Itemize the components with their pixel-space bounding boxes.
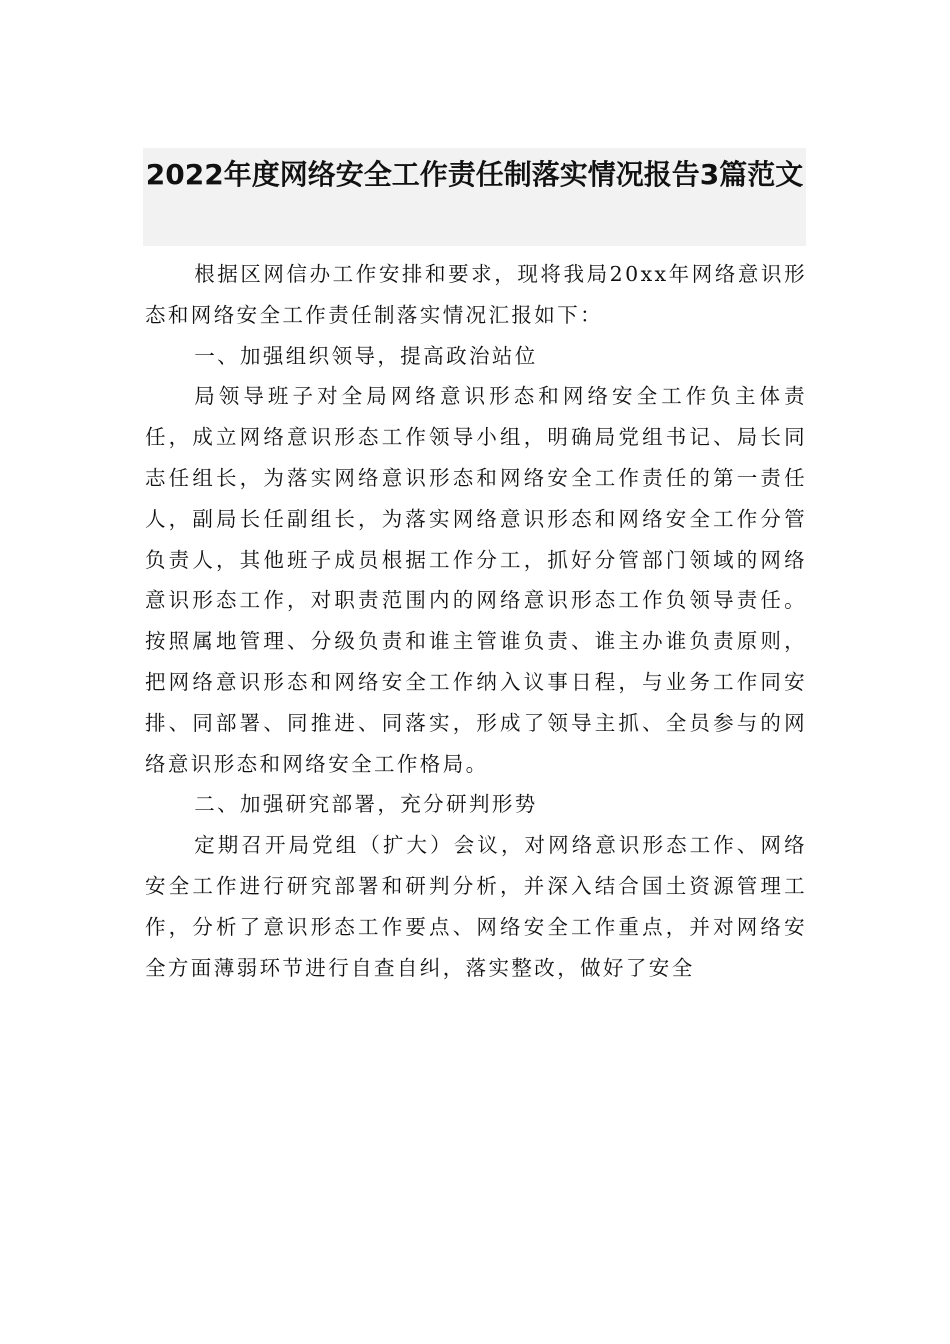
paragraph-intro: 根据区网信办工作安排和要求，现将我局20xx年网络意识形态和网络安全工作责任制落实情况汇报如下： bbox=[145, 262, 807, 327]
document-body bbox=[145, 254, 807, 988]
document-title: 2022年度网络安全工作责任制落实情况报告3篇范文 bbox=[143, 148, 806, 246]
section-heading-2: 二、加强研究部署，充分研判形势 bbox=[194, 792, 538, 817]
section-heading-1: 一、加强组织领导，提高政治站位 bbox=[194, 343, 538, 368]
paragraph-section-2: 定期召开局党组（扩大）会议，对网络意识形态工作、网络安全工作进行研究部署和研判分析，并深入结合国土资源管理工作，分析了意识形态工作要点、网络安全工作重点，并对网络安全方面薄弱环节进行自查自纠，落实整改，做好了安全 bbox=[145, 833, 807, 980]
paragraph-section-1: 局领导班子对全局网络意识形态和网络安全工作负主体责任，成立网络意识形态工作领导小组，明确局党组书记、局长同志任组长，为落实网络意识形态和网络安全工作责任的第一责任人，副局长任副组长，为落实网络意识形态和网络安全工作分管负责人，其他班子成员根据工作分工，抓好分管部门领域的网络意识形态工作，对职责范围内的网络意识形态工作负领导责任。按照属地管理、分级负责和谁主管谁负责、谁主办谁负责原则，把网络意识形态和网络安全工作纳入议事日程，与业务工作同安排、同部署、同推进、同落实，形成了领导主抓、全员参与的网络意识形态和网络安全工作格局。 bbox=[145, 384, 807, 776]
